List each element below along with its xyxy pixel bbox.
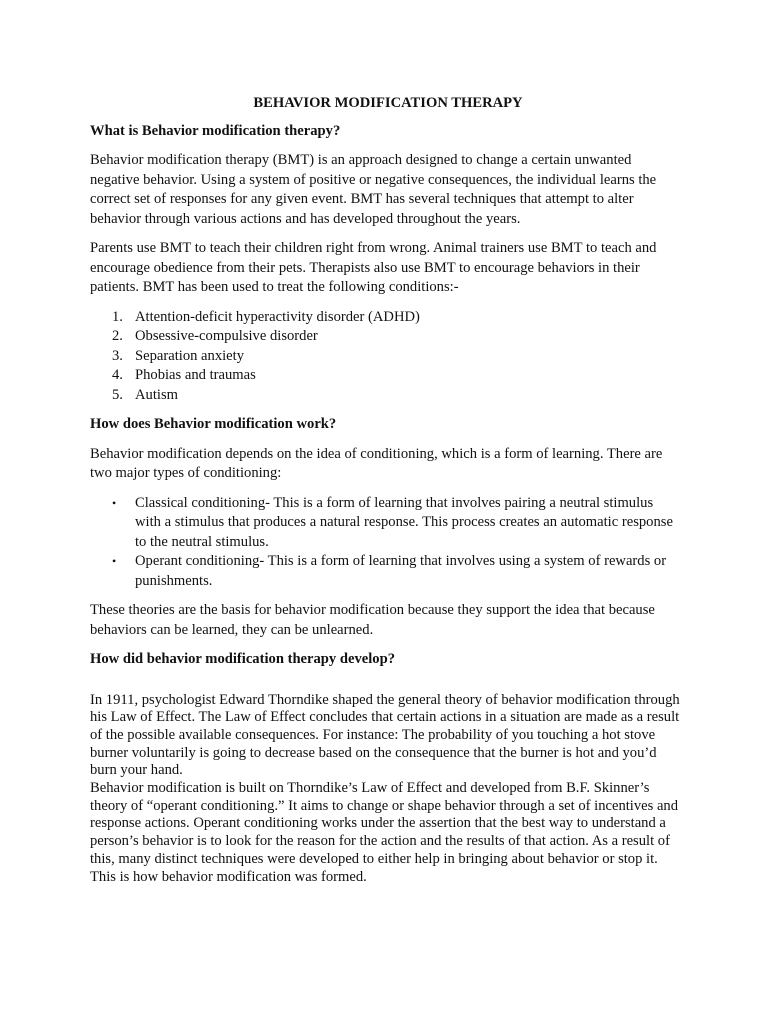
paragraph-history-2: Behavior modification is built on Thorndike’s Law of Effect and developed from B.F. Skinner’s theory of “operant conditioning.” It aims to change or shape behavior through a set of incentives and response actions. Operant conditioning works under the assertion that the best way to understand a person’s behavior is to look for the reason for the action and the results of that action. As a result of this, many distinct techniques were developed to either help in bringing about behavior or stop it. This is how behavior modification was formed.: [90, 780, 679, 885]
list-item-text: Phobias and traumas: [135, 367, 256, 383]
list-number: 4.: [112, 367, 123, 383]
conditions-list: [90, 308, 682, 406]
list-item-text: Operant conditioning- This is a form of learning that involves using a system of rewards or punishments.: [135, 553, 667, 589]
list-item-text: Separation anxiety: [135, 347, 245, 364]
list-number: 1.: [112, 308, 123, 325]
list-item: [90, 386, 682, 406]
list-number: 3.: [112, 347, 123, 364]
paragraph-theories: These theories are the basis for behavior modification because they support the idea that because behaviors can be learned, they can be unlearned.: [90, 602, 655, 638]
list-item: [90, 552, 682, 591]
list-item-text: Autism: [135, 386, 178, 403]
conditioning-types-list: [90, 494, 682, 592]
list-item-text: Obsessive-compulsive disorder: [135, 328, 318, 344]
document-body: [90, 94, 682, 886]
list-item-text: Attention-deficit hyperactivity disorder (ADHD): [135, 308, 420, 325]
paragraph-intro: Behavior modification therapy (BMT) is an approach designed to change a certain unwanted negative behavior. Using a system of positive or negative consequences, the individual learns the correct set of responses for any given event. BMT has several techniques that attempt to alter behavior through various actions and has developed throughout the years.: [90, 152, 657, 227]
bullet-icon: •: [112, 554, 117, 568]
heading-how-work: How does Behavior modification work?: [90, 416, 337, 432]
list-item: [90, 494, 682, 553]
paragraph-history-1: In 1911, psychologist Edward Thorndike shaped the general theory of behavior modification through his Law of Effect. The Law of Effect concludes that certain actions in a situation are made as a result of the possible available consequences. For instance: The probability of you touching a hot stove burner voluntarily is going to decrease based on the consequence that the burner is hot and you’d burn your hand.: [90, 691, 680, 779]
paragraph-uses: Parents use BMT to teach their children right from wrong. Animal trainers use BMT to teach and encourage obedience from their pets. Therapists also use BMT to encourage behaviors in their patients. BMT has been used to treat the following conditions:-: [90, 240, 657, 295]
list-item: [90, 347, 682, 367]
list-item: [90, 327, 682, 347]
list-number: 2.: [112, 328, 123, 344]
list-item: [90, 366, 682, 386]
spacer: [90, 680, 682, 692]
list-item: [90, 308, 682, 328]
list-number: 5.: [112, 386, 123, 403]
heading-what-is: What is Behavior modification therapy?: [90, 122, 341, 139]
document-title: BEHAVIOR MODIFICATION THERAPY: [253, 95, 523, 111]
paragraph-conditioning-intro: Behavior modification depends on the idea of conditioning, which is a form of learning. There are two major types of conditioning:: [90, 445, 663, 481]
list-item-text: Classical conditioning- This is a form of learning that involves pairing a neutral stimulus with a stimulus that produces a natural response. This process creates an automatic response to the neutral stimulus.: [135, 494, 673, 550]
bullet-icon: •: [112, 495, 117, 510]
heading-how-develop: How did behavior modification therapy develop?: [90, 651, 396, 667]
